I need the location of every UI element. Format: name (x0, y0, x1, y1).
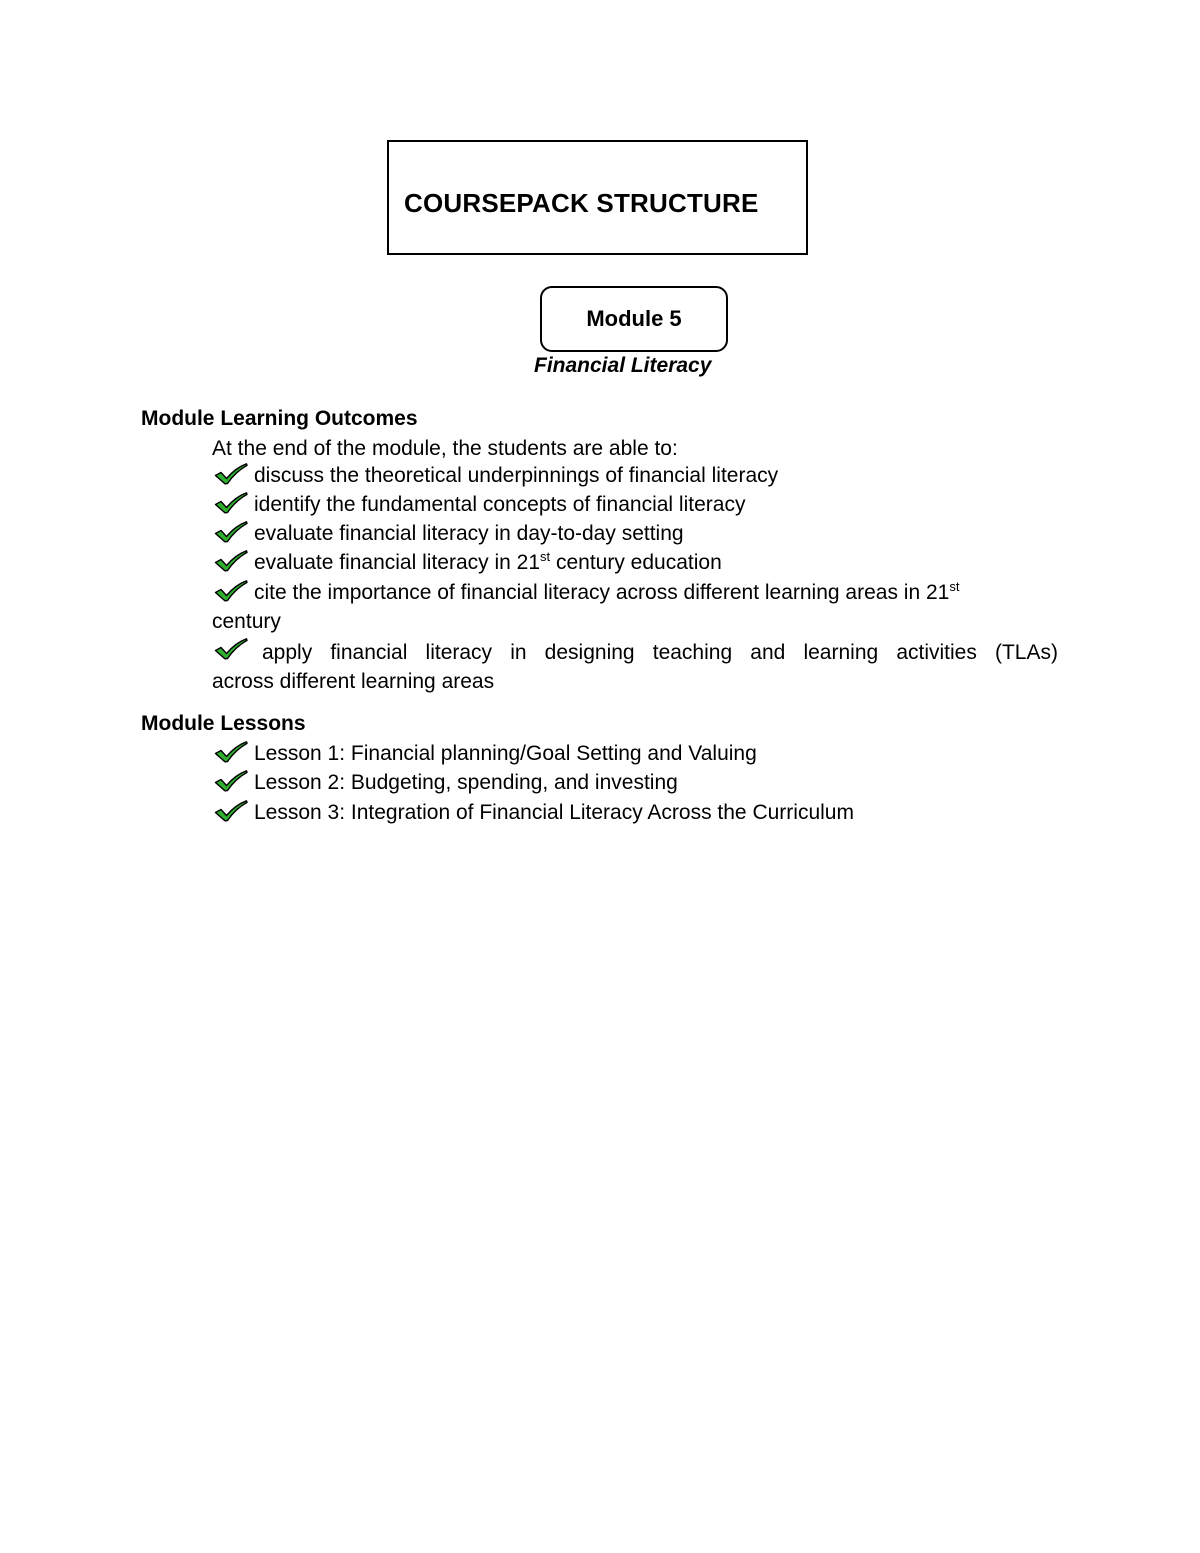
outcome-item (212, 548, 1058, 577)
module-subtitle: Financial Literacy (534, 354, 712, 377)
green-checkmark-icon (214, 580, 248, 602)
outcome-text: evaluate financial literacy in day-to-day setting (254, 522, 684, 545)
outcome-text: apply financial literacy in designing teaching and learning activities (TLAs) (262, 641, 1058, 664)
green-checkmark-icon (214, 463, 248, 485)
outcomes-intro: At the end of the module, the students are able to: (212, 437, 678, 460)
lessons-heading: Module Lessons (141, 712, 306, 735)
green-checkmark-icon (214, 492, 248, 514)
green-checkmark-icon (214, 800, 248, 822)
lesson-item (212, 798, 1058, 827)
module-label: Module 5 (586, 306, 682, 331)
outcome-item (212, 461, 1058, 490)
outcome-item (212, 519, 1058, 548)
outcome-item (212, 578, 1058, 636)
outcome-text: evaluate financial literacy in 21st century education (254, 549, 722, 574)
lesson-text: Lesson 3: Integration of Financial Literacy Across the Curriculum (254, 801, 854, 824)
outcome-item (212, 490, 1058, 519)
outcome-text: discuss the theoretical underpinnings of financial literacy (254, 464, 779, 487)
green-checkmark-icon (214, 521, 248, 543)
title-box (387, 140, 808, 255)
lesson-text: Lesson 2: Budgeting, spending, and investing (254, 771, 678, 794)
outcome-text-continued: century (212, 610, 281, 633)
outcome-item (212, 638, 1058, 696)
outcome-text-continued: across different learning areas (212, 670, 495, 693)
outcome-text: identify the fundamental concepts of financial literacy (254, 493, 746, 516)
outcome-text: cite the importance of financial literacy across different learning areas in 21st (254, 579, 960, 604)
module-label-box (540, 286, 728, 352)
lesson-item (212, 739, 1058, 768)
green-checkmark-icon (214, 770, 248, 792)
green-checkmark-icon (214, 550, 248, 572)
green-checkmark-icon (214, 638, 248, 660)
green-checkmark-icon (214, 741, 248, 763)
document-title: COURSEPACK STRUCTURE (404, 188, 759, 218)
lesson-text: Lesson 1: Financial planning/Goal Setting and Valuing (254, 742, 757, 765)
lesson-item (212, 768, 1058, 797)
outcomes-heading: Module Learning Outcomes (141, 407, 418, 430)
